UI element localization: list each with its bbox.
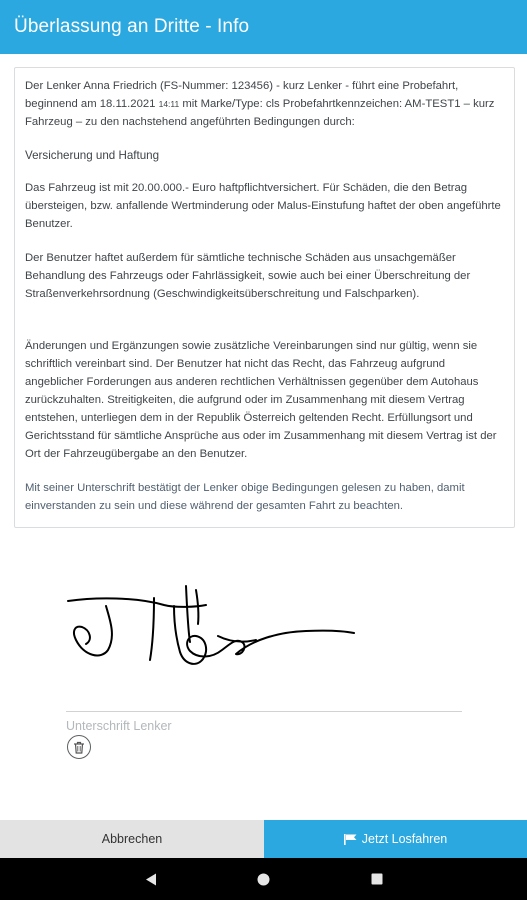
- android-nav-bar: [0, 858, 527, 900]
- action-bar: [0, 820, 527, 858]
- terms-text-box[interactable]: [14, 67, 515, 528]
- terms-paragraph-liability: Der Benutzer haftet außerdem für sämtliche technische Schäden aus unsachgemäßer Behandlung des Fahrzeugs oder Fahrlässigkeit, sowie auch bei einer Überschreitung der Straßenverkehrsordnung (Geschwindigkeitsüberschreitung und Falschparken).: [25, 252, 471, 300]
- intro-text-2: mit Marke/Type: cls Probefahrtkennzeichen: AM-TEST1 – kurz Fahrzeug – zu den nachstehend angeführten Bedingungen durch:: [25, 98, 495, 128]
- signature-drawing: [66, 580, 462, 710]
- signature-label: Unterschrift Lenker: [66, 719, 172, 733]
- intro-time: 14:11: [158, 99, 180, 109]
- signature-pad[interactable]: [66, 580, 462, 710]
- flag-icon: [344, 834, 357, 845]
- page-title: Überlassung an Dritte - Info: [14, 16, 250, 37]
- home-circle-icon: [257, 873, 270, 886]
- nav-back-button[interactable]: [94, 858, 207, 900]
- start-drive-button[interactable]: [264, 820, 527, 858]
- start-drive-button-label: Jetzt Losfahren: [361, 832, 448, 846]
- trash-icon: [73, 741, 85, 754]
- terms-heading: Versicherung und Haftung: [25, 149, 160, 162]
- recents-square-icon: [371, 873, 383, 885]
- nav-home-button[interactable]: [207, 858, 320, 900]
- terms-paragraph-confirmation: Mit seiner Unterschrift bestätigt der Lenker obige Bedingungen gelesen zu haben, damit einverstanden zu sein und diese während der gesamten Fahrt zu beachten.: [25, 482, 465, 512]
- back-triangle-icon: [145, 873, 157, 886]
- app-bar: [0, 0, 527, 54]
- terms-paragraph-changes: Änderungen und Ergänzungen sowie zusätzliche Vereinbarungen sind nur gültig, wenn sie schriftlich vereinbart sind. Der Benutzer hat nicht das Recht, das Fahrzeug aufgrund angeblicher Forderungen aus anderen rechtlichen Verhältnissen gegenüber dem Autohaus zurückzuhalten. Streitigkeiten, die aufgrund oder im Zusammenhang mit diesem Vertrag entstehen, unterliegen dem in der Republik Österreich geltenden Recht. Erfüllungsort und Gerichtsstand für sämtliche Ansprüche aus oder im Zusammenhang mit diesem Vertrag ist der Ort der Fahrzeugübergabe an den Benutzer.: [25, 340, 497, 460]
- terms-paragraph-insurance: Das Fahrzeug ist mit 20.00.000.- Euro haftpflichtversichert. Für Schäden, die den Betrag übersteigen, bzw. anfallende Wertminderung oder Malus-Einstufung haftet der oben angeführte Benutzer.: [25, 182, 501, 230]
- intro-text-1: Der Lenker Anna Friedrich (FS-Nummer: 123456) - kurz Lenker - führt eine Probefahrt, beginnend am 18.11.2021: [25, 80, 459, 110]
- cancel-button-label: Abbrechen: [101, 832, 163, 846]
- cancel-button[interactable]: [0, 820, 264, 858]
- signature-line: [66, 711, 462, 712]
- terms-intro: [25, 77, 504, 131]
- clear-signature-button[interactable]: [67, 735, 91, 759]
- nav-recents-button[interactable]: [320, 858, 433, 900]
